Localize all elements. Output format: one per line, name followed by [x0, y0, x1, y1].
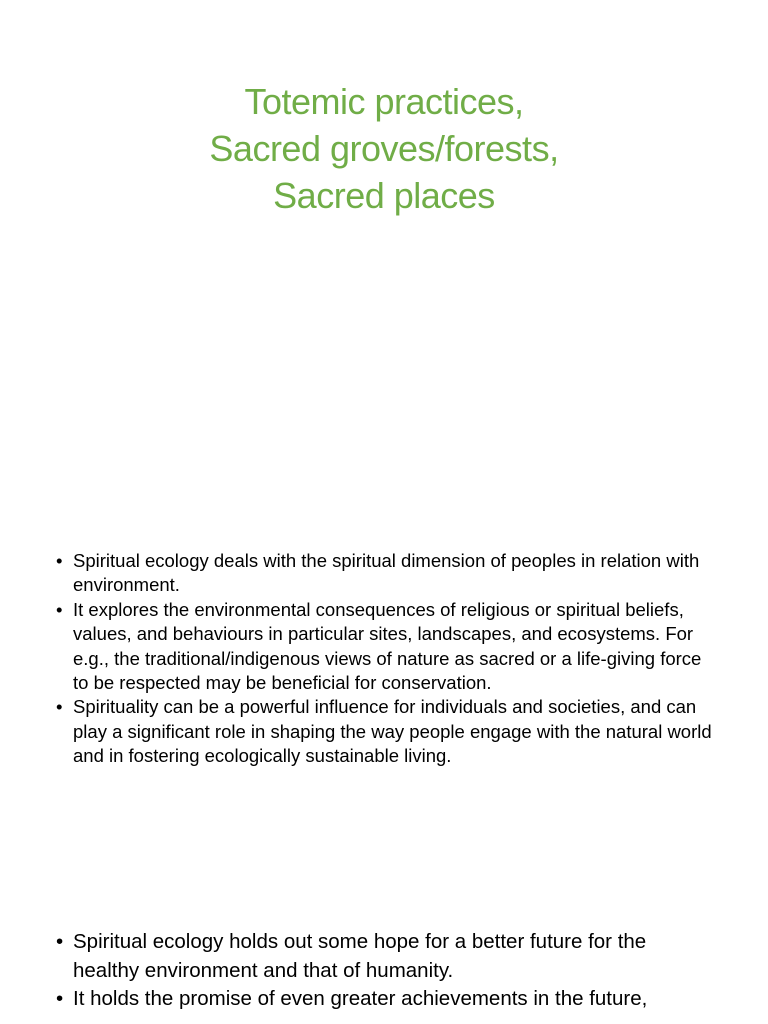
bullet-icon: •	[56, 550, 63, 571]
list-item	[56, 928, 716, 985]
list-item	[56, 695, 716, 768]
bullet-text: Spirituality can be a powerful influence for individuals and societies, and can play a significant role in shaping the way people engage with the natural world and in fostering ecologically sustainable living.	[73, 696, 712, 767]
slide-title	[0, 78, 768, 219]
bullet-text: Spiritual ecology holds out some hope for a better future for the healthy environment and that of humanity.	[73, 930, 647, 982]
bullet-list-future-hope	[56, 928, 716, 1014]
list-item	[56, 985, 716, 1014]
list-item	[56, 598, 716, 696]
list-item	[56, 549, 716, 598]
bullet-text: It holds the promise of even greater achievements in the future,	[73, 987, 648, 1011]
title-line-2: Sacred groves/forests,	[209, 128, 559, 169]
bullet-icon: •	[56, 930, 64, 953]
bullet-icon: •	[56, 696, 63, 718]
bullet-icon: •	[56, 598, 63, 620]
bullet-icon: •	[56, 987, 64, 1011]
bullet-list-spiritual-ecology	[56, 549, 716, 769]
title-line-1: Totemic practices,	[244, 81, 524, 122]
bullet-text: Spiritual ecology deals with the spiritual dimension of peoples in relation with environment.	[73, 550, 700, 596]
title-line-3: Sacred places	[273, 175, 495, 216]
bullet-text: It explores the environmental consequences of religious or spiritual beliefs, values, and behaviours in particular sites, landscapes, and ecosystems. For e.g., the traditional/indigenous views of nature as sacred or a life-giving force to be respected may be beneficial for conservation.	[73, 598, 702, 694]
